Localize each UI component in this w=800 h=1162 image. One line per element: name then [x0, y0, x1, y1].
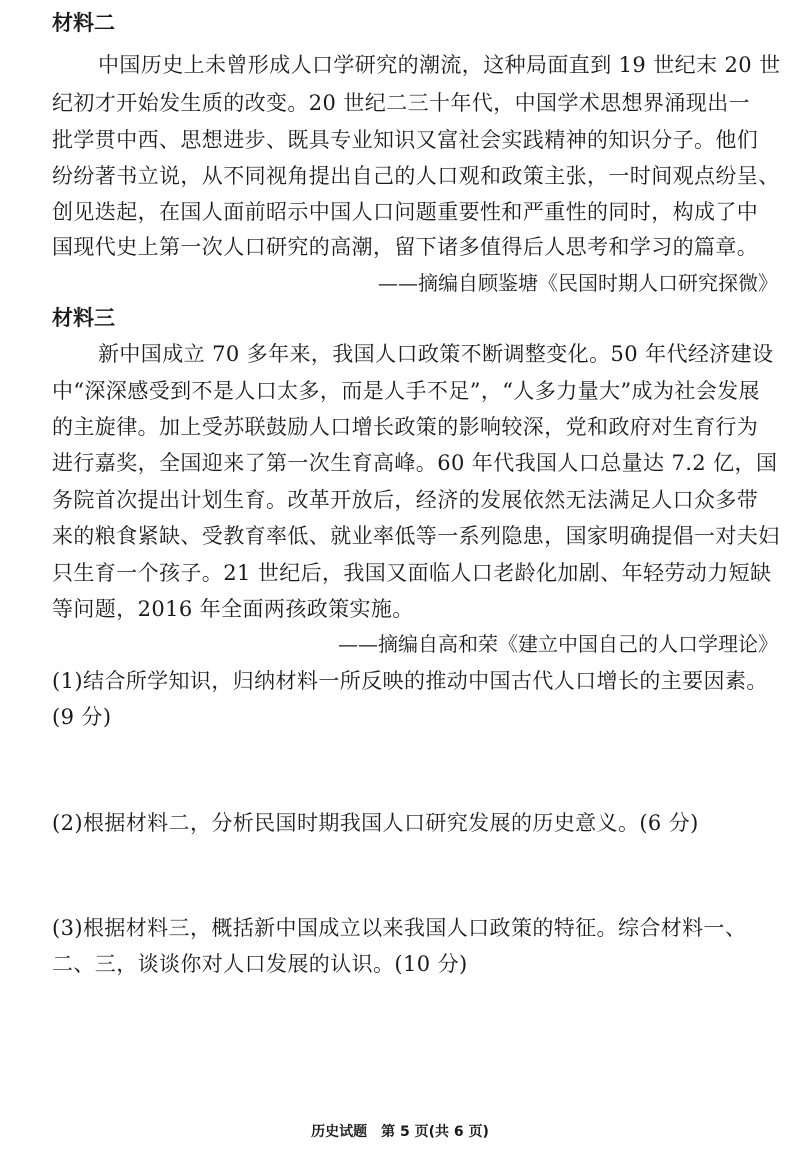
- material-3-line-3: 的主旋律。加上受苏联鼓励人口增长政策的影响较深，党和政府对生育行为: [52, 415, 759, 439]
- material-3-source: ——摘编自高和荣《建立中国自己的人口学理论》: [338, 632, 778, 656]
- material-3-line-2: 中“深深感受到不是人口太多，而是人手不足”，“人多力量大”成为社会发展: [52, 379, 760, 403]
- material-2-source: ——摘编自顾鉴塘《民国时期人口研究探微》: [378, 271, 778, 295]
- material-2-line-1: 中国历史上未曾形成人口学研究的潮流，这种局面直到 19 世纪末 20 世: [98, 53, 781, 77]
- material-3-line-1: 新中国成立 70 多年来，我国人口政策不断调整变化。50 年代经济建设: [98, 342, 774, 366]
- material-3-line-6: 来的粮食紧缺、受教育率低、就业率低等一系列隐患，国家明确提倡一对夫妇: [52, 524, 780, 548]
- material-2-heading: 材料二: [52, 11, 115, 35]
- material-2-line-6: 国现代史上第一次人口研究的高潮，留下诸多值得后人思考和学习的篇章。: [52, 235, 759, 259]
- material-3-line-4: 进行嘉奖，全国迎来了第一次生育高峰。60 年代我国人口总量达 7.2 亿，国: [52, 451, 778, 475]
- material-2-line-3: 批学贯中西、思想进步、既具专业知识又富社会实践精神的知识分子。他们: [52, 128, 759, 152]
- question-3-line-1: (3)根据材料三，概括新中国成立以来我国人口政策的特征。综合材料一、: [52, 916, 747, 940]
- question-2-line-1: (2)根据材料二，分析民国时期我国人口研究发展的历史意义。(6 分): [52, 811, 699, 835]
- material-3-line-7: 只生育一个孩子。21 世纪后，我国又面临人口老龄化加剧、年轻劳动力短缺: [52, 561, 772, 585]
- material-3-line-8: 等问题，2016 年全面两孩政策实施。: [52, 597, 414, 621]
- material-3-line-5: 务院首次提出计划生育。改革开放后，经济的发展依然无法满足人口众多带: [52, 488, 759, 512]
- material-2-line-2: 纪初才开始发生质的改变。20 世纪二三十年代，中国学术思想界涌现出一: [52, 91, 750, 115]
- question-3-line-2: 二、三，谈谈你对人口发展的认识。(10 分): [52, 952, 468, 976]
- material-2-line-4: 纷纷著书立说，从不同视角提出自己的人口观和政策主张，一时间观点纷呈、: [52, 164, 780, 188]
- material-2-line-5: 创见迭起，在国人面前昭示中国人口问题重要性和严重性的同时，构成了中: [52, 200, 759, 224]
- question-1-line-1: (1)结合所学知识，归纳材料一所反映的推动中国古代人口增长的主要因素。: [52, 669, 768, 693]
- page-footer: 历史试题 第 5 页(共 6 页): [311, 1124, 489, 1140]
- question-1-score: (9 分): [52, 705, 112, 729]
- material-3-heading: 材料三: [52, 306, 115, 330]
